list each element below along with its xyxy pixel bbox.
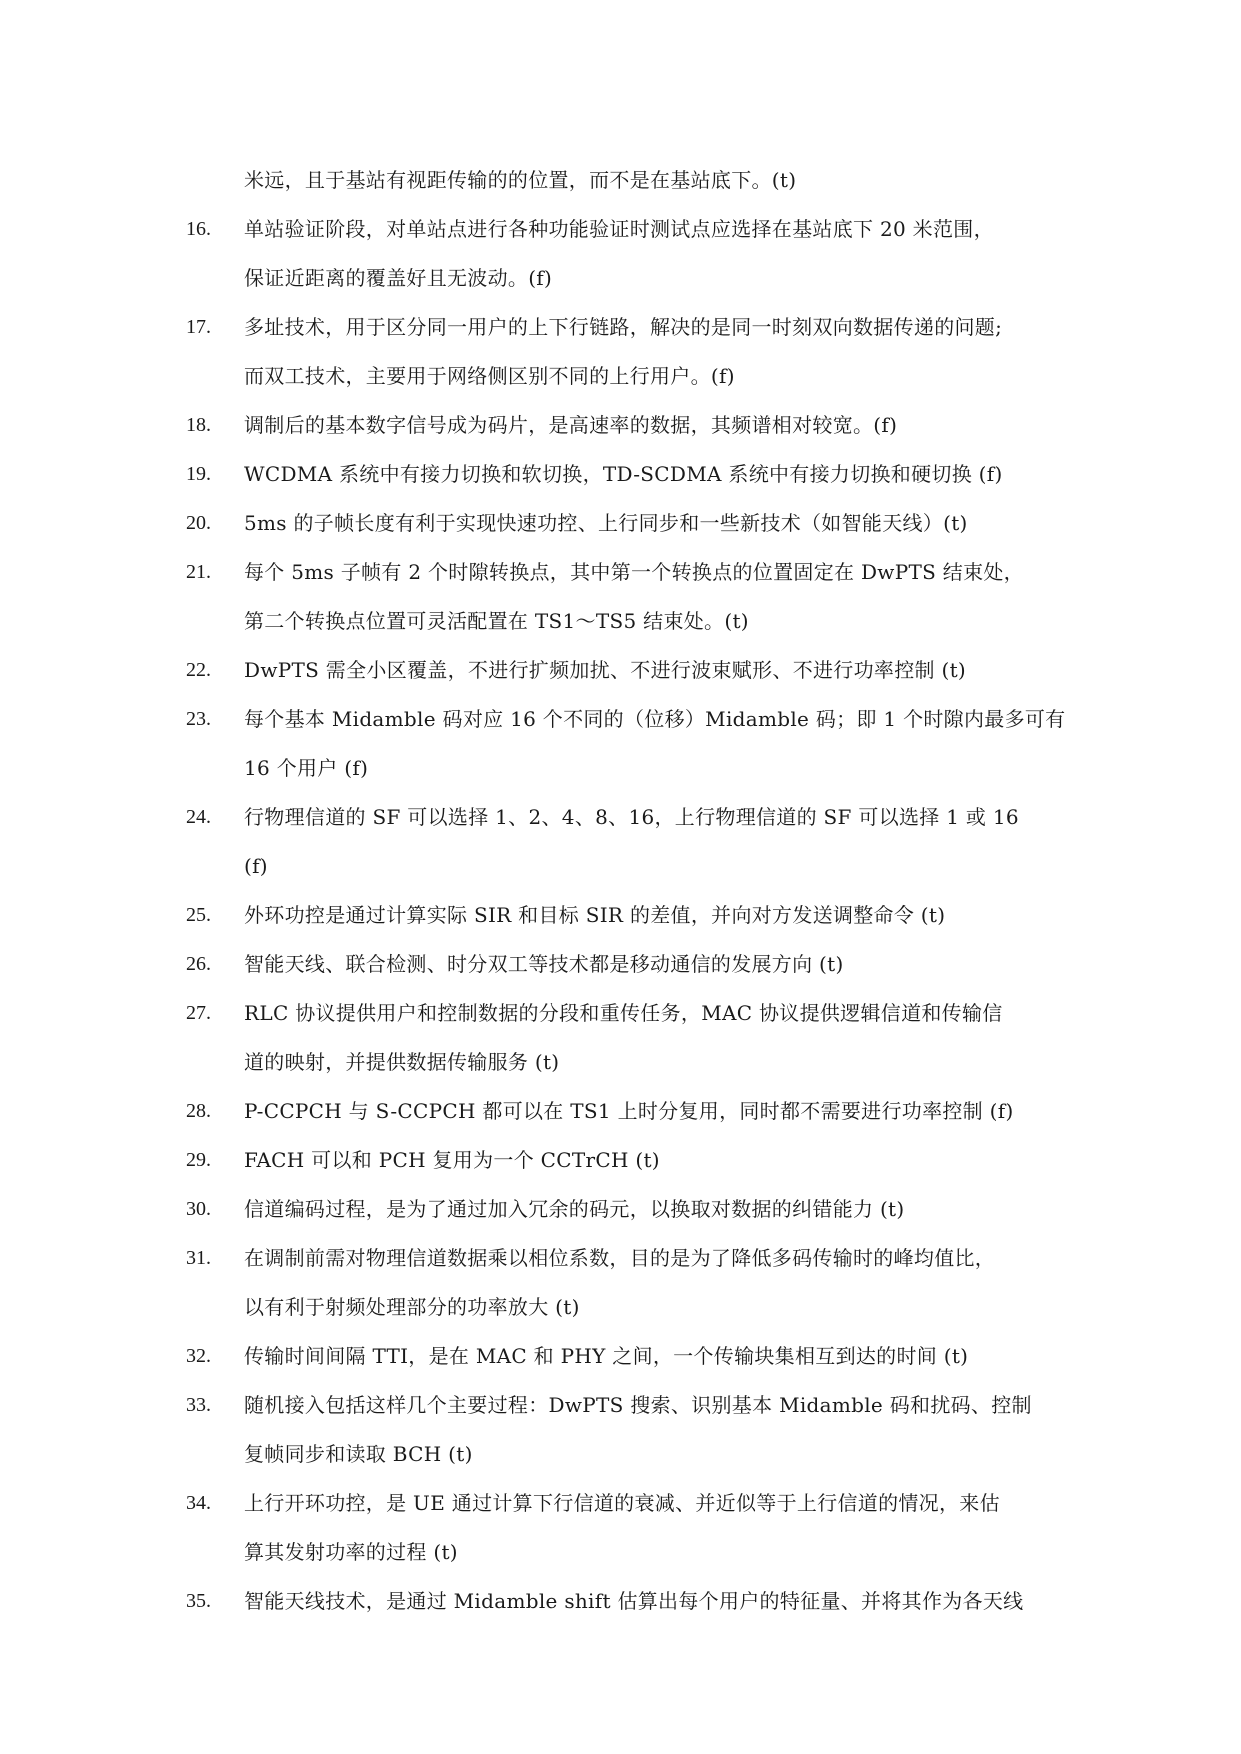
question-list [186,156,1066,1626]
item-number: 20. [186,512,211,534]
item-number [186,744,244,793]
item-text: 随机接入包括这样几个主要过程：DwPTS 搜索、识别基本 Midamble 码和扰码、控制 [244,1393,1032,1417]
item-text: WCDMA 系统中有接力切换和软切换，TD-SCDMA 系统中有接力切换和硬切换 (f) [244,462,1003,486]
item-number: 32. [186,1345,211,1367]
item-number [186,1038,244,1087]
list-line [186,401,1066,450]
item-text: 在调制前需对物理信道数据乘以相位系数，目的是为了降低多码传输时的峰均值比， [244,1246,996,1270]
item-text: 算其发射功率的过程 (t) [244,1540,458,1564]
item-number [186,1283,244,1332]
list-line [186,793,1066,842]
item-text: 上行开环功控，是 UE 通过计算下行信道的衰减、并近似等于上行信道的情况，来估 [244,1491,1000,1515]
list-line [186,1185,1066,1234]
list-line [186,1087,1066,1136]
item-number: 21. [186,561,211,583]
list-line [186,303,1066,352]
item-text: 以有利于射频处理部分的功率放大 (t) [244,1295,580,1319]
list-line [186,597,1066,646]
item-text: 米远，且于基站有视距传输的的位置，而不是在基站底下。(t) [244,168,797,192]
list-line [186,989,1066,1038]
item-text: 复帧同步和读取 BCH (t) [244,1442,473,1466]
item-text: FACH 可以和 PCH 复用为一个 CCTrCH (t) [244,1148,660,1172]
item-number [186,254,244,303]
item-number [186,352,244,401]
list-line [186,744,1066,793]
item-number [186,842,244,891]
list-line [186,646,1066,695]
list-line [186,1479,1066,1528]
list-line [186,254,1066,303]
item-number: 16. [186,218,211,240]
item-number: 30. [186,1198,211,1220]
item-text: 而双工技术，主要用于网络侧区别不同的上行用户。(f) [244,364,735,388]
list-line [186,450,1066,499]
item-number: 33. [186,1394,211,1416]
item-number: 28. [186,1100,211,1122]
item-number: 27. [186,1002,211,1024]
item-number: 35. [186,1590,211,1612]
item-text: 调制后的基本数字信号成为码片，是高速率的数据，其频谱相对较宽。(f) [244,413,898,437]
list-line [186,891,1066,940]
item-number [186,597,244,646]
item-text: 传输时间间隔 TTI，是在 MAC 和 PHY 之间，一个传输块集相互到达的时间 (t) [244,1344,969,1368]
item-number: 24. [186,806,211,828]
item-text: 多址技术，用于区分同一用户的上下行链路，解决的是同一时刻双向数据传递的问题; [244,315,1003,339]
item-text: 智能天线技术，是通过 Midamble shift 估算出每个用户的特征量、并将其作为各天线 [244,1589,1024,1613]
item-number: 29. [186,1149,211,1171]
item-text: DwPTS 需全小区覆盖，不进行扩频加扰、不进行波束赋形、不进行功率控制 (t) [244,658,967,682]
item-text: 第二个转换点位置可灵活配置在 TS1～TS5 结束处。(t) [244,609,749,633]
item-number: 22. [186,659,211,681]
list-line [186,1038,1066,1087]
item-number [186,1528,244,1577]
item-text: 5ms 的子帧长度有利于实现快速功控、上行同步和一些新技术（如智能天线）(t) [244,511,968,535]
item-number: 23. [186,708,211,730]
list-line [186,352,1066,401]
item-number: 17. [186,316,211,338]
list-line [186,842,1066,891]
item-text: 每个 5ms 子帧有 2 个时隙转换点，其中第一个转换点的位置固定在 DwPTS 结束处， [244,560,1024,584]
item-text: 信道编码过程，是为了通过加入冗余的码元，以换取对数据的纠错能力 (t) [244,1197,905,1221]
item-text: 单站验证阶段，对单站点进行各种功能验证时测试点应选择在基站底下 20 米范围， [244,217,994,241]
list-line [186,695,1066,744]
item-number [186,1430,244,1479]
list-line [186,1577,1066,1626]
list-line [186,156,1066,205]
list-line [186,1430,1066,1479]
list-line [186,1332,1066,1381]
item-number [186,156,244,205]
list-line [186,1283,1066,1332]
list-line [186,1528,1066,1577]
item-number: 25. [186,904,211,926]
list-line [186,548,1066,597]
item-text: 道的映射，并提供数据传输服务 (t) [244,1050,560,1074]
list-line [186,1136,1066,1185]
item-number: 26. [186,953,211,975]
item-number: 18. [186,414,211,436]
item-text: 保证近距离的覆盖好且无波动。(f) [244,266,553,290]
list-line [186,205,1066,254]
item-text: 智能天线、联合检测、时分双工等技术都是移动通信的发展方向 (t) [244,952,844,976]
list-line [186,1234,1066,1283]
list-line [186,499,1066,548]
item-text: 每个基本 Midamble 码对应 16 个不同的（位移）Midamble 码；即 1 个时隙内最多可有 [244,707,1066,731]
item-text: 行物理信道的 SF 可以选择 1、2、4、8、16，上行物理信道的 SF 可以选择 1 或 16 [244,805,1019,829]
item-number: 19. [186,463,211,485]
list-line [186,940,1066,989]
item-text: 16 个用户 (f) [244,756,369,780]
list-line [186,1381,1066,1430]
item-text: RLC 协议提供用户和控制数据的分段和重传任务，MAC 协议提供逻辑信道和传输信 [244,1001,1003,1025]
item-text: P-CCPCH 与 S-CCPCH 都可以在 TS1 上时分复用，同时都不需要进行功率控制 (f) [244,1099,1014,1123]
item-text: (f) [244,854,268,878]
item-number: 34. [186,1492,211,1514]
item-text: 外环功控是通过计算实际 SIR 和目标 SIR 的差值，并向对方发送调整命令 (t) [244,903,946,927]
item-number: 31. [186,1247,211,1269]
